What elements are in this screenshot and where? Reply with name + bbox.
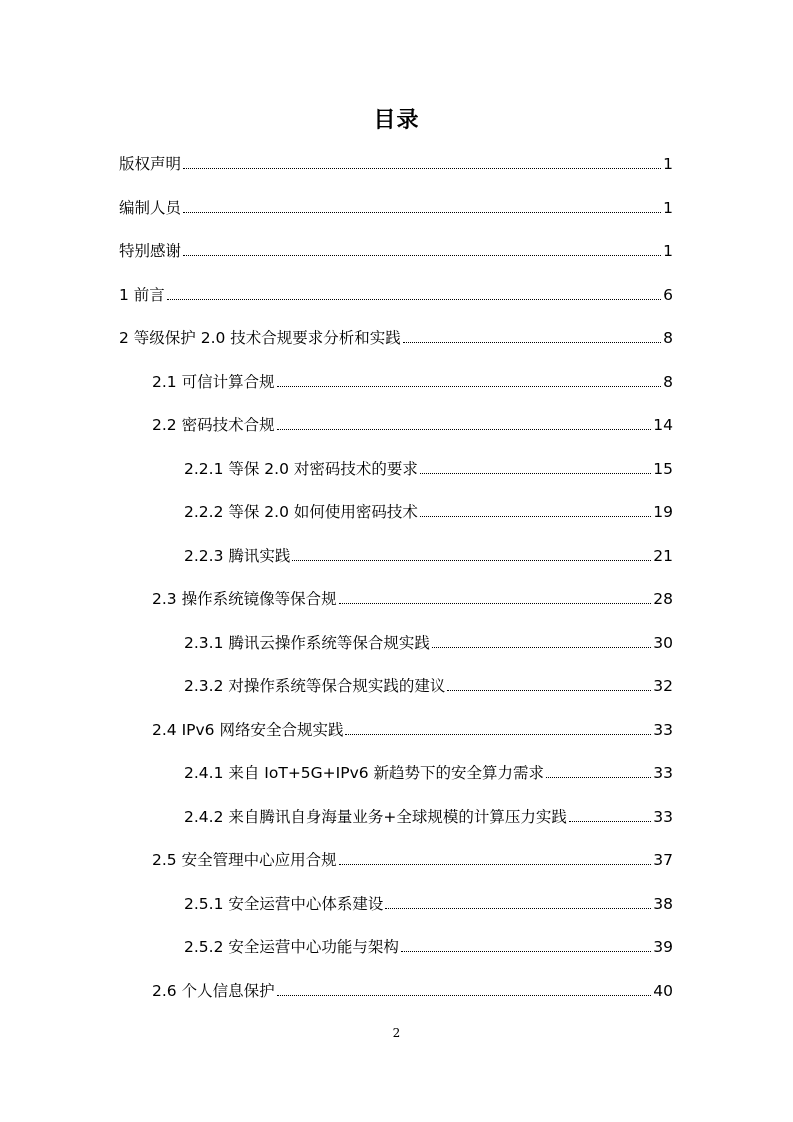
toc-entry-page: 1	[663, 155, 673, 173]
toc-leader-dots	[277, 429, 652, 430]
toc-leader-dots	[403, 342, 661, 343]
toc-entry-text: 2.5.1 安全运营中心体系建设	[184, 895, 384, 913]
toc-entry-2-2-1[interactable]	[184, 455, 673, 479]
toc-leader-dots	[447, 690, 651, 691]
toc-entry-page: 8	[663, 329, 673, 347]
toc-title: 目录	[373, 108, 420, 133]
toc-entry-text: 2.4.1 来自 IoT+5G+IPv6 新趋势下的安全算力需求	[184, 764, 545, 782]
toc-entry-2-4-2[interactable]	[184, 803, 673, 827]
toc-entry-2-6[interactable]	[152, 977, 673, 1001]
toc-entry-2-5[interactable]	[152, 846, 673, 870]
toc-entry-page: 15	[653, 460, 673, 478]
toc-leader-dots	[183, 212, 661, 213]
toc-entry-2-5-2[interactable]	[184, 933, 673, 957]
toc-entry-page: 39	[653, 938, 673, 956]
toc-entry-2-5-1[interactable]	[184, 890, 673, 914]
toc-entry-copyright[interactable]	[119, 150, 673, 174]
toc-entry-editors[interactable]	[119, 194, 673, 218]
toc-entry-chapter-2[interactable]	[119, 324, 673, 348]
toc-entry-2-3-2[interactable]	[184, 672, 673, 696]
toc-leader-dots	[420, 516, 651, 517]
toc-leader-dots	[432, 647, 651, 648]
toc-entry-text: 2.3.1 腾讯云操作系统等保合规实践	[184, 634, 430, 652]
toc-entry-text: 2.5 安全管理中心应用合规	[152, 851, 337, 869]
toc-entry-page: 14	[653, 416, 673, 434]
toc-entry-page: 28	[653, 590, 673, 608]
toc-entry-text: 版权声明	[119, 155, 182, 173]
toc-entry-text: 2.2.1 等保 2.0 对密码技术的要求	[184, 460, 418, 478]
toc-entry-2-3[interactable]	[152, 585, 673, 609]
toc-leader-dots	[277, 995, 652, 996]
toc-entry-2-4[interactable]	[152, 716, 673, 740]
toc-leader-dots	[401, 951, 651, 952]
toc-entry-text: 2.3.2 对操作系统等保合规实践的建议	[184, 677, 446, 695]
toc-leader-dots	[339, 603, 652, 604]
toc-entry-page: 1	[663, 199, 673, 217]
toc-entry-page: 37	[653, 851, 673, 869]
toc-entry-page: 33	[653, 808, 673, 826]
toc-entry-text: 编制人员	[119, 199, 182, 217]
toc-leader-dots	[546, 777, 651, 778]
toc-entry-foreword[interactable]	[119, 281, 673, 305]
toc-entry-page: 40	[653, 982, 673, 1000]
toc-entry-page: 33	[653, 764, 673, 782]
toc-entry-text: 2.6 个人信息保护	[152, 982, 275, 1000]
toc-entry-page: 21	[653, 547, 673, 565]
toc-entry-page: 32	[653, 677, 673, 695]
toc-entry-text: 2.3 操作系统镜像等保合规	[152, 590, 337, 608]
toc-leader-dots	[385, 908, 651, 909]
toc-leader-dots	[420, 473, 651, 474]
toc-entry-text: 2.2.2 等保 2.0 如何使用密码技术	[184, 503, 418, 521]
toc-leader-dots	[167, 299, 661, 300]
toc-leader-dots	[569, 821, 651, 822]
toc-entry-page: 30	[653, 634, 673, 652]
toc-entry-page: 38	[653, 895, 673, 913]
toc-leader-dots	[183, 255, 661, 256]
toc-entry-page: 33	[653, 721, 673, 739]
toc-entry-text: 2.4.2 来自腾讯自身海量业务+全球规模的计算压力实践	[184, 808, 567, 826]
toc-entry-text: 2 等级保护 2.0 技术合规要求分析和实践	[119, 329, 401, 347]
toc-entry-text: 2.5.2 安全运营中心功能与架构	[184, 938, 399, 956]
toc-entry-2-2-3[interactable]	[184, 542, 673, 566]
toc-entry-text: 2.2 密码技术合规	[152, 416, 275, 434]
toc-entry-acknowledgements[interactable]	[119, 237, 673, 261]
toc-entry-2-2-2[interactable]	[184, 498, 673, 522]
toc-entry-text: 特别感谢	[119, 242, 182, 260]
toc-entry-text: 2.1 可信计算合规	[152, 373, 275, 391]
toc-leader-dots	[277, 386, 662, 387]
toc-entry-page: 1	[663, 242, 673, 260]
page-number: 2	[392, 1026, 401, 1040]
toc-leader-dots	[345, 734, 651, 735]
toc-entry-2-1[interactable]	[152, 368, 673, 392]
toc-entry-2-3-1[interactable]	[184, 629, 673, 653]
toc-entry-2-4-1[interactable]	[184, 759, 673, 783]
toc-entry-text: 2.4 IPv6 网络安全合规实践	[152, 721, 344, 739]
toc-entry-page: 19	[653, 503, 673, 521]
toc-leader-dots	[292, 560, 651, 561]
toc-entry-page: 6	[663, 286, 673, 304]
toc-entry-2-2[interactable]	[152, 411, 673, 435]
toc-leader-dots	[339, 864, 652, 865]
toc-entry-text: 1 前言	[119, 286, 165, 304]
toc-leader-dots	[183, 168, 661, 169]
toc-entry-text: 2.2.3 腾讯实践	[184, 547, 291, 565]
toc-entry-page: 8	[663, 373, 673, 391]
